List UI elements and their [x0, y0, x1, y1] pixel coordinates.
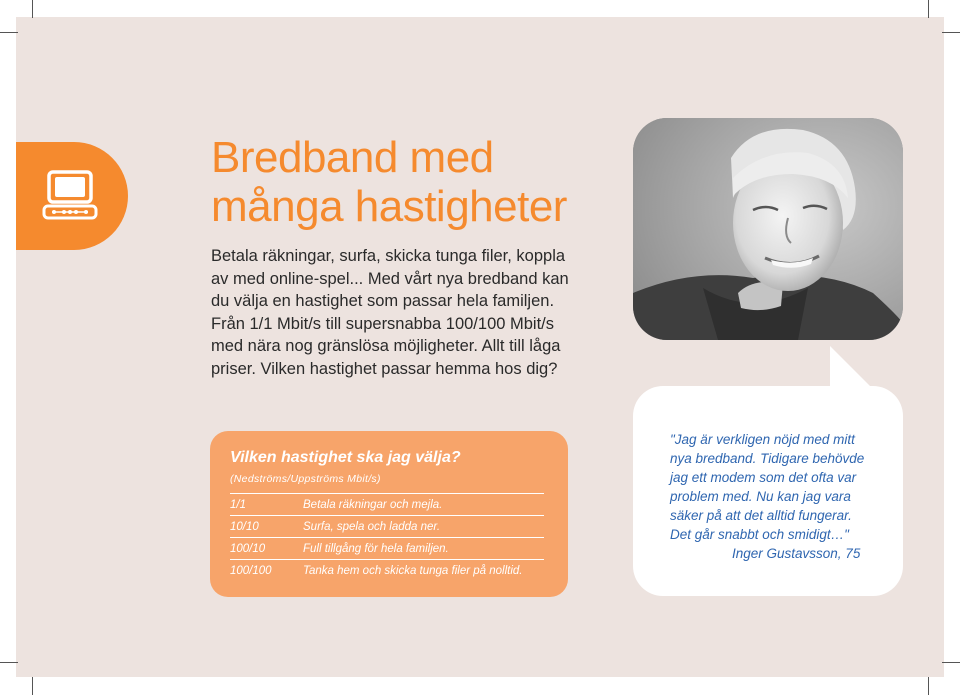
- customer-quote: [670, 430, 864, 563]
- intro-paragraph: [211, 245, 569, 380]
- speed-box-subtitle: (Nedströms/Uppströms Mbit/s): [230, 473, 381, 485]
- speed-description: Full tillgång för hela familjen.: [303, 543, 449, 555]
- crop-mark: [942, 662, 960, 663]
- crop-mark: [942, 32, 960, 33]
- speed-value: 10/10: [230, 521, 259, 533]
- portrait-photo: [633, 118, 903, 340]
- quote-line: säker på att det alltid fungerar.: [670, 508, 852, 523]
- quote-line: "Jag är verkligen nöjd med mitt: [670, 432, 855, 447]
- speed-box-title: Vilken hastighet ska jag välja?: [230, 449, 461, 466]
- intro-line: Betala räkningar, surfa, skicka tunga filer, koppla: [211, 247, 566, 265]
- quote-line: Det går snabbt och smidigt…": [670, 527, 849, 542]
- speed-row: [230, 559, 544, 582]
- laptop-icon: [40, 164, 100, 224]
- page-title: [211, 133, 567, 231]
- crop-mark: [32, 677, 33, 695]
- speed-row: [230, 493, 544, 516]
- title-line: många hastigheter: [211, 182, 567, 231]
- crop-mark: [32, 0, 33, 18]
- crop-mark: [0, 32, 18, 33]
- intro-line: du välja en hastighet som passar hela familjen.: [211, 292, 555, 310]
- speed-description: Surfa, spela och ladda ner.: [303, 521, 441, 533]
- quote-line: jag ett modem som det ofta var: [670, 470, 857, 485]
- speed-value: 100/100: [230, 565, 272, 577]
- quote-line: problem med. Nu kan jag vara: [670, 489, 851, 504]
- speed-options-box: [210, 431, 568, 597]
- speed-row: [230, 515, 544, 538]
- speed-description: Betala räkningar och mejla.: [303, 499, 443, 511]
- speed-value: 100/10: [230, 543, 266, 555]
- crop-mark: [928, 677, 929, 695]
- crop-mark: [928, 0, 929, 18]
- intro-line: Från 1/1 Mbit/s till supersnabba 100/100 Mbit/s: [211, 314, 555, 333]
- speed-description: Tanka hem och skicka tunga filer på nolltid.: [303, 565, 523, 577]
- quote-author: Inger Gustavsson, 75: [732, 546, 861, 561]
- speed-row: [230, 537, 544, 560]
- intro-line: med nära nog gränslösa möjligheter. Allt till låga: [211, 337, 561, 355]
- speed-value: 1/1: [230, 499, 246, 511]
- portrait-illustration: [633, 118, 903, 340]
- quote-line: nya bredband. Tidigare behövde: [670, 451, 865, 466]
- crop-mark: [0, 662, 18, 663]
- intro-line: av med online-spel... Med vårt nya bredband kan: [211, 269, 569, 288]
- title-line: Bredband med: [211, 133, 494, 182]
- intro-line: priser. Vilken hastighet passar hemma hos dig?: [211, 359, 558, 378]
